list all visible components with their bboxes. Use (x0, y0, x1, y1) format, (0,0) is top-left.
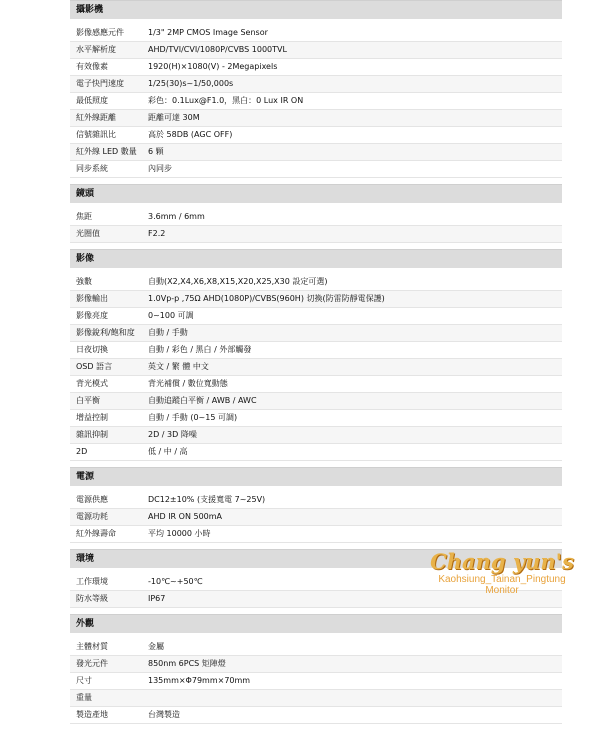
spec-row (70, 161, 562, 178)
spec-row (70, 639, 562, 656)
spec-label: 有效像素 (76, 62, 108, 71)
spec-label: 2D (76, 447, 88, 456)
spec-row (70, 690, 562, 707)
spec-row (70, 25, 562, 42)
spec-row (70, 59, 562, 76)
spec-label: 焦距 (76, 212, 92, 221)
spec-label: OSD 語言 (76, 362, 113, 371)
spec-value: 低 / 中 / 高 (148, 447, 188, 456)
spec-value: 1920(H)×1080(V) - 2Megapixels (148, 62, 278, 71)
section-header: 外觀 (70, 614, 562, 633)
spec-value: 0~100 可調 (148, 311, 194, 320)
spec-label: 紅外線 LED 數量 (76, 147, 137, 156)
spec-label: 影像感應元件 (76, 28, 124, 37)
section-header: 環境 (70, 549, 562, 568)
section-header: 攝影機 (70, 0, 562, 19)
spec-value: 1/3" 2MP CMOS Image Sensor (148, 28, 268, 37)
spec-label: 紅外線壽命 (76, 529, 116, 538)
spec-row (70, 274, 562, 291)
section-header: 鏡頭 (70, 184, 562, 203)
spec-row (70, 342, 562, 359)
spec-row (70, 42, 562, 59)
spec-label: 發光元件 (76, 659, 108, 668)
spec-label: 雜訊抑制 (76, 430, 108, 439)
spec-label: 電子快門速度 (76, 79, 124, 88)
spec-label: 最低照度 (76, 96, 108, 105)
watermark-name: Chang yun's (430, 549, 574, 574)
spec-row (70, 291, 562, 308)
spec-row (70, 673, 562, 690)
spec-row (70, 308, 562, 325)
spec-label: 主體材質 (76, 642, 108, 651)
spec-row (70, 707, 562, 724)
spec-row (70, 325, 562, 342)
spec-label: 電源功耗 (76, 512, 108, 521)
spec-label: 影像銳利/飽和度 (76, 328, 135, 337)
spec-value: 高於 58DB (AGC OFF) (148, 130, 233, 139)
spec-row (70, 444, 562, 461)
spec-label: 製造產地 (76, 710, 108, 719)
spec-table (70, 0, 562, 730)
spec-row (70, 226, 562, 243)
spec-label: 強數 (76, 277, 92, 286)
spec-value: 自動(X2,X4,X6,X8,X15,X20,X25,X30 設定可選) (148, 277, 328, 286)
spec-value: AHD/TVI/CVI/1080P/CVBS 1000TVL (148, 45, 287, 54)
spec-label: 光圈值 (76, 229, 100, 238)
spec-label: 同步系統 (76, 164, 108, 173)
spec-label: 增益控制 (76, 413, 108, 422)
store-watermark (412, 550, 592, 596)
spec-row (70, 144, 562, 161)
spec-value: 1.0Vp-p ,75Ω AHD(1080P)/CVBS(960H) 切換(防雷防靜電保護) (148, 294, 385, 303)
spec-row (70, 393, 562, 410)
spec-row (70, 509, 562, 526)
spec-row (70, 110, 562, 127)
spec-value: 850nm 6PCS 矩陣燈 (148, 659, 226, 668)
spec-value: 距離可達 30M (148, 113, 200, 122)
spec-row (70, 127, 562, 144)
spec-value: 自動 / 手動 (148, 328, 188, 337)
spec-value: 背光補償 / 數位寬動態 (148, 379, 228, 388)
spec-value: 3.6mm / 6mm (148, 212, 205, 221)
spec-row (70, 410, 562, 427)
spec-row (70, 93, 562, 110)
spec-value: 2D / 3D 降噪 (148, 430, 197, 439)
spec-label: 信號雜訊比 (76, 130, 116, 139)
spec-value: 英文 / 繁 體 中文 (148, 362, 209, 371)
spec-value: 自動追蹤白平衡 / AWB / AWC (148, 396, 257, 405)
spec-value: 自動 / 彩色 / 黑白 / 外部觸發 (148, 345, 252, 354)
spec-row (70, 209, 562, 226)
spec-value: IP67 (148, 594, 166, 603)
spec-row (70, 492, 562, 509)
section-header: 電源 (70, 467, 562, 486)
spec-label: 電源供應 (76, 495, 108, 504)
spec-label: 工作環境 (76, 577, 108, 586)
spec-label: 水平解析度 (76, 45, 116, 54)
spec-row (70, 376, 562, 393)
spec-value: 內同步 (148, 164, 172, 173)
spec-row (70, 656, 562, 673)
spec-label: 日夜切換 (76, 345, 108, 354)
watermark-tagline: Monitor (485, 585, 519, 596)
section-header: 影像 (70, 249, 562, 268)
spec-value: 彩色：0.1Lux@F1.0，黑白：0 Lux IR ON (148, 96, 304, 105)
spec-value: 1/25(30)s~1/50,000s (148, 79, 234, 88)
spec-value: 平均 10000 小時 (148, 529, 211, 538)
spec-label: 紅外線距離 (76, 113, 116, 122)
spec-value: DC12±10% (支援寬電 7~25V) (148, 495, 266, 504)
spec-value: 135mm×Φ79mm×70mm (148, 676, 251, 685)
spec-value: AHD IR ON 500mA (148, 512, 223, 521)
spec-label: 背光模式 (76, 379, 108, 388)
spec-label: 防水等級 (76, 594, 108, 603)
spec-label: 影像亮度 (76, 311, 108, 320)
spec-label: 重量 (76, 693, 92, 702)
spec-value: 自動 / 手動 (0~15 可調) (148, 413, 238, 422)
spec-value: 6 顆 (148, 147, 164, 156)
spec-value: 金屬 (148, 642, 164, 651)
spec-row (70, 359, 562, 376)
spec-row (70, 526, 562, 543)
spec-row (70, 427, 562, 444)
spec-value: -10℃~+50℃ (148, 577, 203, 586)
watermark-location: Kaohsiung_Tainan_Pingtung (438, 574, 566, 585)
spec-value: 台灣製造 (148, 710, 180, 719)
spec-row (70, 76, 562, 93)
spec-label: 尺寸 (76, 676, 92, 685)
spec-label: 白平衡 (76, 396, 100, 405)
spec-label: 影像輸出 (76, 294, 108, 303)
spec-value: F2.2 (148, 229, 166, 238)
